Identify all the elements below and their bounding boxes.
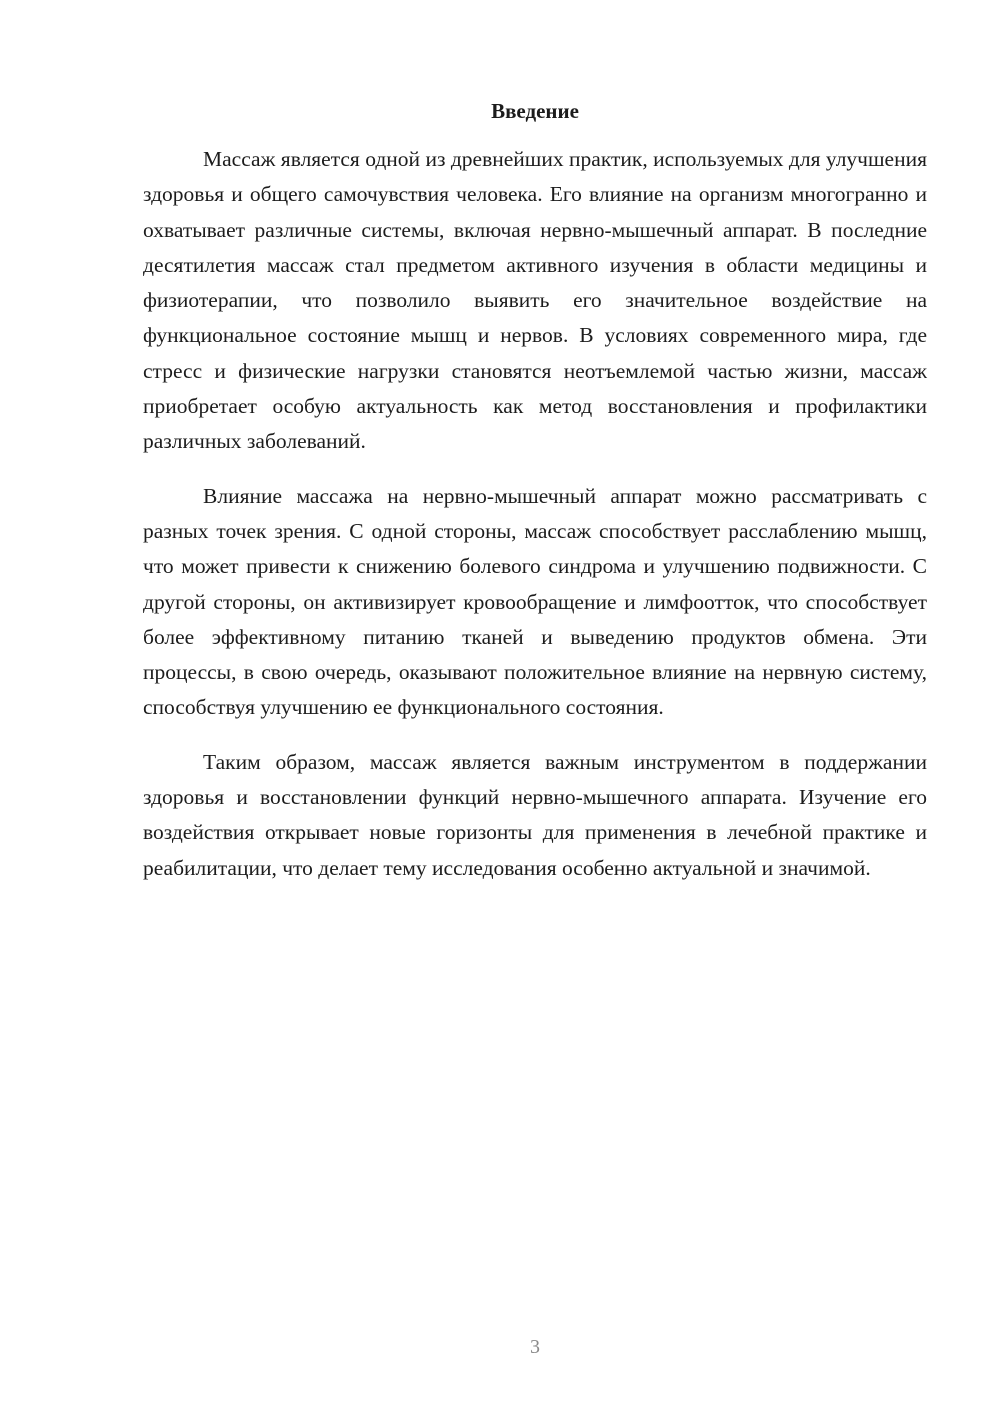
paragraph-2: Влияние массажа на нервно-мышечный аппарат можно рассматривать с разных точек зрения. С одной стороны, массаж способствует расслаблению мышц, что может привести к снижению болевого синдрома и улучшению подвижности. С другой стороны, он активизирует кровообращение и лимфоотток, что способствует более эффективному питанию тканей и выведению продуктов обмена. Эти процессы, в свою очередь, оказывают положительное влияние на нервную систему, способствуя улучшению ее функционального состояния.	[143, 483, 927, 720]
paragraph-1: Массаж является одной из древнейших практик, используемых для улучшения здоровья и общего самочувствия человека. Его влияние на организм многогранно и охватывает различные системы, включая нервно-мышечный аппарат. В последние десятилетия массаж стал предметом активного изучения в области медицины и физиотерапии, что позволило выявить его значительное воздействие на функциональное состояние мышц и нервов. В условиях современного мира, где стресс и физические нагрузки становятся неотъемлемой частью жизни, массаж приобретает особую актуальность как метод восстановления и профилактики различных заболеваний.	[143, 147, 927, 454]
paragraph-3: Таким образом, массаж является важным инструментом в поддержании здоровья и восстановлении функций нервно-мышечного аппарата. Изучение его воздействия открывает новые горизонты для применения в лечебной практике и реабилитации, что делает тему исследования особенно актуальной и значимой.	[143, 749, 927, 880]
body-text	[143, 142, 927, 905]
page-number: 3	[530, 1336, 540, 1358]
section-heading: Введение	[491, 99, 579, 123]
